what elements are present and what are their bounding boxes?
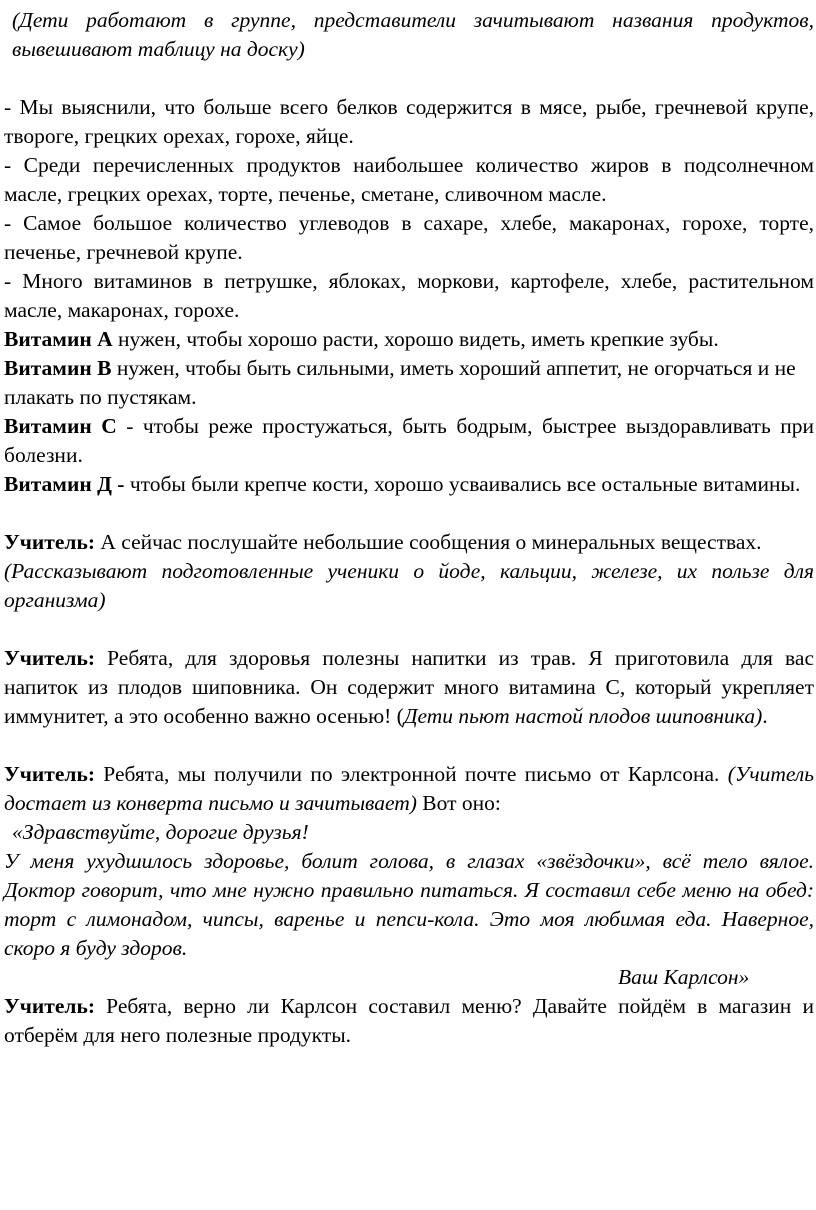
vitamin-b bbox=[4, 354, 814, 383]
spacer bbox=[4, 499, 814, 528]
teacher-line-menu bbox=[4, 992, 814, 1050]
teacher-text: Ребята, верно ли Карлсон составил меню? Давайте пойдём в магазин и отберём для него полезные продукты. bbox=[4, 994, 814, 1047]
teacher-label: Учитель: bbox=[4, 530, 95, 554]
teacher-text: Ребята, для здоровья полезны напитки из трав. Я приготовила для вас напиток из плодов шиповника. Он содержит много витамина С, который укрепляет иммунитет, а это особенно важно осенью! ( bbox=[4, 646, 814, 728]
teacher-line-minerals bbox=[4, 528, 814, 557]
note-drink: Дети пьют настой плодов шиповника) bbox=[403, 704, 763, 728]
vitamin-b-continued: плакать по пустякам. bbox=[4, 385, 197, 409]
vitamin-a-label: Витамин А bbox=[4, 327, 113, 351]
vitamin-c bbox=[4, 412, 814, 470]
teacher-label: Учитель: bbox=[4, 646, 95, 670]
vitamin-a-text: нужен, чтобы хорошо расти, хорошо видеть, иметь крепкие зубы. bbox=[112, 327, 719, 351]
letter-body: У меня ухудшилось здоровье, болит голова, в глазах «звёздочки», всё тело вялое. Доктор говорит, что мне нужно правильно питаться. Я составил себе меню на обед: торт с лимонадом, чипсы, варенье и пепси-кола. Это моя любимая еда. Наверное, скоро я буду здоров. bbox=[4, 849, 814, 960]
note-drink-end: . bbox=[762, 704, 768, 728]
finding-fats: - Среди перечисленных продуктов наибольшее количество жиров в подсолнечном масле, грецких орехах, торте, печенье, сметане, сливочном масле. bbox=[4, 153, 814, 206]
spacer bbox=[4, 731, 814, 760]
teacher-text-end: Вот оно: bbox=[416, 791, 501, 815]
letter-signature: Ваш Карлсон» bbox=[618, 965, 750, 989]
letter-greeting: «Здравствуйте, дорогие друзья! bbox=[12, 820, 309, 844]
vitamin-d-label: Витамин Д - bbox=[4, 472, 125, 496]
finding-vitamins: - Много витаминов в петрушке, яблоках, моркови, картофеле, хлебе, растительном масле, макаронах, горохе. bbox=[4, 269, 814, 322]
teacher-line-letter bbox=[4, 760, 814, 818]
vitamin-c-text: - чтобы реже простужаться, быть бодрым, быстрее выздоравливать при болезни. bbox=[4, 414, 814, 467]
teacher-line-drink bbox=[4, 644, 814, 731]
vitamin-d bbox=[4, 470, 814, 499]
teacher-label: Учитель: bbox=[4, 994, 95, 1018]
note-letter: (Учитель достает из конверта письмо и зачитывает) bbox=[4, 762, 815, 815]
spacer bbox=[4, 64, 814, 93]
note-minerals: (Рассказывают подготовленные ученики о йоде, кальции, железе, их пользе для организма) bbox=[4, 559, 814, 612]
teacher-text: А сейчас послушайте небольшие сообщения о минеральных веществах. bbox=[95, 530, 762, 554]
vitamin-c-label: Витамин С bbox=[4, 414, 117, 438]
finding-proteins: - Мы выяснили, что больше всего белков содержится в мясе, рыбе, гречневой крупе, твороге, грецких орехах, горохе, яйце. bbox=[4, 95, 814, 148]
teacher-text: Ребята, мы получили по электронной почте письмо от Карлсона. bbox=[95, 762, 720, 786]
vitamin-b-text: нужен, чтобы быть сильными, иметь хороший аппетит, не огорчаться и не bbox=[111, 356, 796, 380]
vitamin-a bbox=[4, 325, 814, 354]
vitamin-d-text: чтобы были крепче кости, хорошо усваивались все остальные витамины. bbox=[124, 472, 801, 496]
finding-carbohydrates: - Самое большое количество углеводов в сахаре, хлебе, макаронах, горохе, торте, печенье, гречневой крупе. bbox=[4, 211, 814, 264]
intro-note: (Дети работают в группе, представители зачитывают названия продуктов, вывешивают таблицу на доску) bbox=[12, 8, 814, 61]
teacher-label: Учитель: bbox=[4, 762, 95, 786]
spacer bbox=[4, 615, 814, 644]
vitamin-b-label: Витамин В bbox=[4, 356, 112, 380]
